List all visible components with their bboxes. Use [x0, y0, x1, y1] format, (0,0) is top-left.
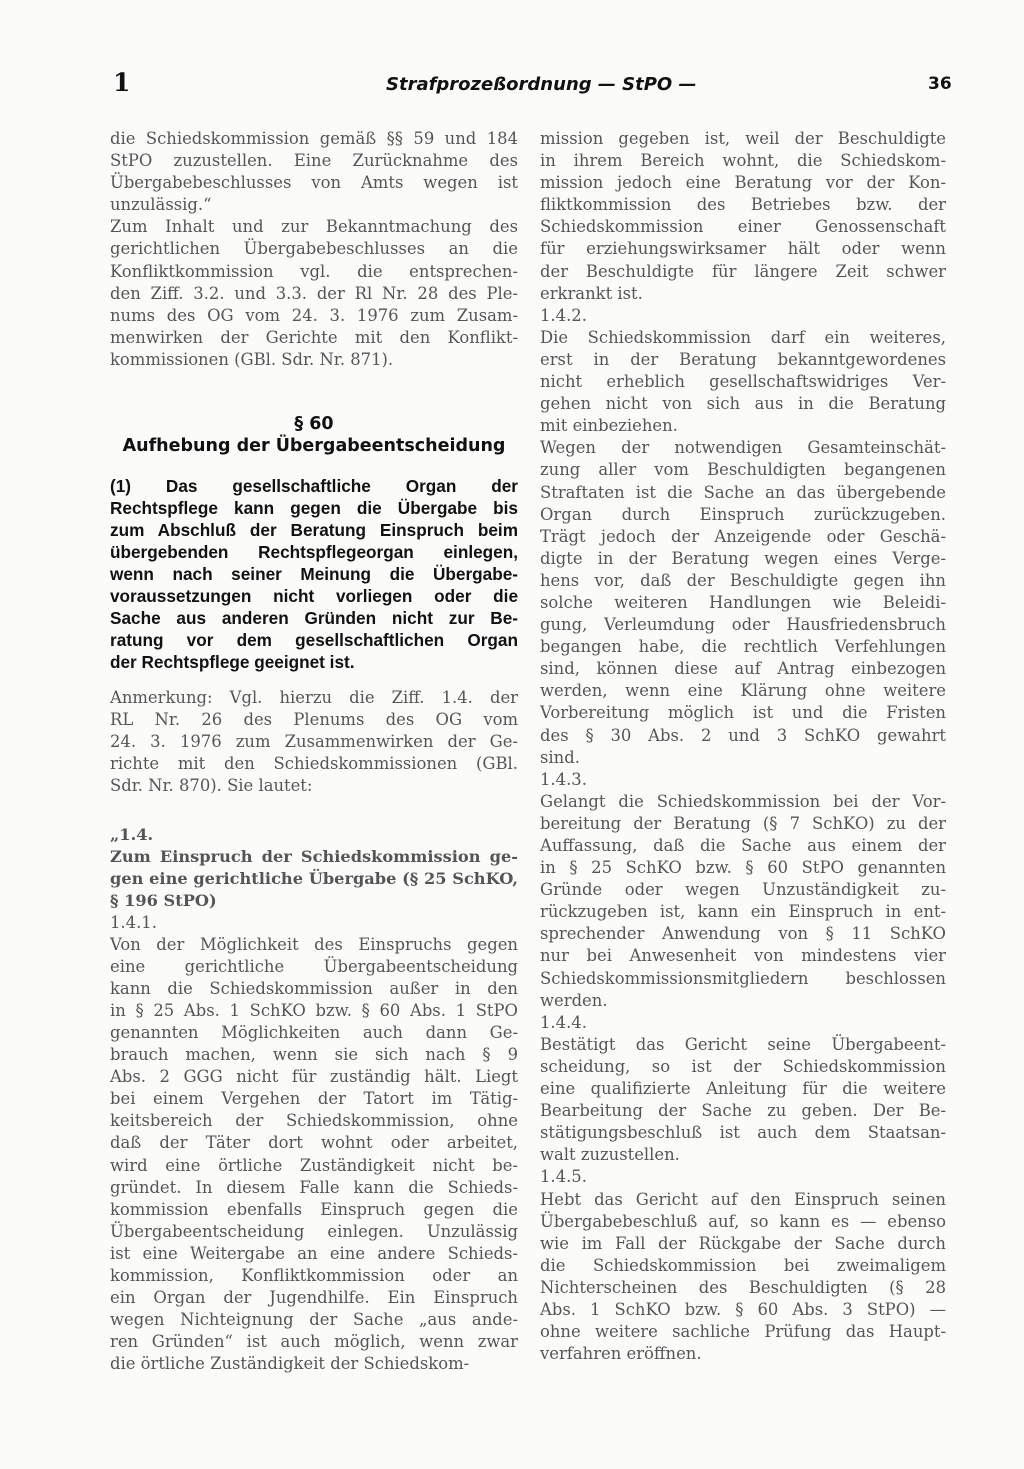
text-line: mission gegeben ist, weil der Beschuldigte: [540, 129, 946, 148]
text-line: wird eine örtliche Zuständigkeit nicht be-: [110, 1155, 518, 1175]
text-line: erkrankt ist.: [540, 283, 643, 303]
paragraph: [540, 128, 946, 305]
text-line: hens vor, daß der Beschuldigte gegen ihn: [540, 570, 946, 590]
text-line: Übergabebeschlusses von Amts wegen ist: [110, 173, 518, 193]
text-line: gung, Verleumdung oder Hausfriedensbruch: [540, 615, 946, 635]
text-line: Nichterscheinen des Beschuldigten (§ 28: [540, 1277, 946, 1297]
text-line: Straftaten ist die Sache an das übergebende: [540, 482, 946, 502]
text-line: brauch machen, wenn sie sich nach § 9: [110, 1045, 518, 1065]
text-line: ohne weitere sachliche Prüfung das Haupt-: [540, 1322, 946, 1342]
text-line: wegen Nichteignung der Sache „aus ande-: [110, 1310, 518, 1330]
subsection-number: „1.4.: [110, 824, 154, 844]
text-line: keitsbereich der Schiedskommission, ohne: [110, 1111, 518, 1131]
text-line: übergebenden Rechtspflegeorgan einlegen,: [110, 542, 518, 563]
text-line: Auffassung, daß die Sache aus einem der: [540, 836, 946, 855]
item-number: 1.4.1.: [110, 912, 157, 932]
text-line: zum Abschluß der Beratung Einspruch beim: [110, 520, 518, 541]
text-line: scheidung, so ist der Schiedskommission: [540, 1056, 946, 1076]
text-line: Organ durch Einspruch zurückzugeben.: [540, 504, 946, 524]
text-line: Sache aus anderen Gründen nicht zur Be-: [110, 608, 518, 629]
paragraph: [110, 934, 518, 1376]
paragraph: [540, 1189, 946, 1366]
text-line: kommission ebenfalls Einspruch gegen die: [110, 1199, 518, 1219]
text-line: kann die Schiedskommission außer in den: [110, 978, 518, 998]
text-line: Übergabeentscheidung einlegen. Unzulässig: [110, 1221, 518, 1241]
text-line: daß der Täter dort wohnt oder arbeitet,: [110, 1133, 518, 1153]
text-line: RL Nr. 26 des Plenums des OG vom: [110, 710, 518, 730]
section-title: Aufhebung der Übergabeentscheidung: [122, 436, 506, 457]
text-line: walt zuzustellen.: [540, 1145, 680, 1165]
text-line: 24. 3. 1976 zum Zusammenwirken der Ge-: [110, 732, 518, 752]
page-number: 36: [928, 74, 952, 94]
text-line: gerichtlichen Übergabebeschlusses an die: [110, 239, 518, 259]
text-line: in § 25 SchKO bzw. § 60 StPO genannten: [540, 858, 946, 878]
left-column: [110, 128, 518, 1375]
text-line: gen eine gerichtliche Übergabe (§ 25 SchKO,: [110, 868, 518, 888]
text-line: stätigungsbeschluß ist auch dem Staatsan-: [540, 1123, 946, 1143]
subsection-title: [110, 846, 518, 912]
statute-paragraph: [110, 475, 518, 673]
text-line: werden, wenn eine Klärung ohne weitere: [540, 681, 946, 701]
text-line: werden.: [540, 990, 608, 1010]
chapter-number: 1: [113, 68, 131, 97]
text-line: der Rechtspflege geeignet ist.: [110, 652, 355, 673]
text-line: StPO zuzustellen. Eine Zurücknahme des: [110, 151, 518, 171]
text-line: bei einem Vergehen der Tatort im Tätig-: [110, 1089, 518, 1109]
text-line: nur bei Anwesenheit von mindestens vier: [540, 946, 946, 966]
text-line: sind.: [540, 747, 580, 767]
text-line: Abs. 2 GGG nicht für zuständig hält. Liegt: [110, 1067, 518, 1087]
text-line: Anmerkung: Vgl. hierzu die Ziff. 1.4. der: [110, 688, 518, 708]
right-column: [540, 128, 946, 1365]
text-line: nicht erheblich gesellschaftswidriges Ver-: [540, 372, 946, 392]
text-line: Von der Möglichkeit des Einspruchs gegen: [110, 934, 518, 954]
text-line: unzulässig.“: [110, 195, 212, 215]
text-line: mission jedoch eine Beratung vor der Kon-: [540, 173, 946, 193]
text-line: begangen habe, die rechtlich Verfehlungen: [540, 637, 946, 657]
text-line: menwirken der Gerichte mit den Konflikt-: [110, 327, 518, 347]
text-line: sprechender Anwendung von § 11 SchKO: [540, 924, 946, 944]
text-line: ren Gründen“ ist auch möglich, wenn zwar: [110, 1332, 518, 1352]
text-line: erst in der Beratung bekanntgewordenes: [540, 349, 946, 369]
text-line: Übergabebeschluß auf, so kann es — ebenso: [540, 1211, 946, 1231]
text-line: § 196 StPO): [110, 890, 217, 910]
text-line: für erziehungswirksamer hält oder wenn: [540, 239, 946, 259]
text-line: Konfliktkommission vgl. die entsprechen-: [110, 261, 518, 281]
text-line: eine qualifizierte Anleitung für die weitere: [540, 1079, 946, 1099]
text-line: sind, können diese auf Antrag einbezogen: [540, 659, 946, 679]
text-line: nums des OG vom 24. 3. 1976 zum Zusam-: [110, 305, 518, 325]
text-line: Rechtspflege kann gegen die Übergabe bis: [110, 498, 518, 519]
section-number: § 60: [294, 414, 334, 435]
text-line: Schiedskommission einer Genossenschaft: [540, 217, 946, 237]
text-line: eine gerichtliche Übergabeentscheidung: [110, 956, 518, 976]
text-line: solche weiteren Handlungen wie Beleidi-: [540, 592, 946, 612]
text-line: Sdr. Nr. 870). Sie lautet:: [110, 776, 313, 796]
text-line: die örtliche Zuständigkeit der Schiedskom-: [110, 1354, 470, 1374]
text-line: mit einbeziehen.: [540, 416, 678, 436]
text-line: Trägt jedoch der Anzeigende oder Geschä-: [540, 526, 946, 546]
text-line: Zum Inhalt und zur Bekanntmachung des: [110, 217, 518, 237]
text-line: voraussetzungen nicht vorliegen oder die: [110, 586, 518, 607]
text-line: Die Schiedskommission darf ein weiteres,: [540, 327, 946, 347]
text-line: des § 30 Abs. 2 und 3 SchKO gewahrt: [540, 725, 946, 745]
text-line: Wegen der notwendigen Gesamteinschät-: [540, 438, 946, 458]
text-line: digte in der Beratung wegen eines Verge-: [540, 548, 946, 568]
paragraph: [540, 791, 946, 1012]
paragraph: [540, 327, 946, 437]
text-line: die Schiedskommission bei zweimaligem: [540, 1255, 946, 1275]
text-line: in ihrem Bereich wohnt, die Schiedskom-: [540, 151, 946, 171]
paragraph: [540, 1034, 946, 1167]
text-line: Zum Einspruch der Schiedskommission ge-: [110, 846, 518, 866]
text-line: Gelangt die Schiedskommission bei der Vor-: [540, 791, 946, 811]
paragraph: [540, 437, 946, 768]
text-line: wenn nach seiner Meinung die Übergabe-: [110, 564, 518, 585]
item-number: 1.4.2.: [540, 305, 587, 325]
text-line: Vorbereitung möglich ist und die Fristen: [540, 703, 946, 723]
text-line: ein Organ der Jugendhilfe. Ein Einspruch: [110, 1288, 518, 1308]
text-line: rückzugeben ist, kann ein Einspruch in ent-: [540, 902, 946, 922]
text-line: den Ziff. 3.2. und 3.3. der Rl Nr. 28 des Ple-: [110, 283, 518, 303]
item-number: 1.4.5.: [540, 1167, 587, 1187]
text-line: ist eine Weitergabe an eine andere Schieds-: [110, 1243, 518, 1263]
text-line: ratung vor dem gesellschaftlichen Organ: [110, 630, 518, 651]
text-line: in § 25 Abs. 1 SchKO bzw. § 60 Abs. 1 StPO: [110, 1000, 518, 1020]
text-line: Abs. 1 SchKO bzw. § 60 Abs. 3 StPO) —: [540, 1299, 946, 1319]
text-line: der Beschuldigte für längere Zeit schwer: [540, 261, 946, 281]
text-line: bereitung der Beratung (§ 7 SchKO) zu der: [540, 813, 946, 833]
text-line: Hebt das Gericht auf den Einspruch seinen: [540, 1189, 946, 1209]
text-line: gehen nicht von sich aus in die Beratung: [540, 394, 946, 414]
paragraph: [110, 216, 518, 371]
paragraph: [110, 128, 518, 216]
item-number: 1.4.3.: [540, 769, 587, 789]
text-line: richte mit den Schiedskommissionen (GBl.: [110, 754, 518, 774]
running-title: Strafprozeßordnung — StPO —: [386, 74, 697, 95]
text-line: Schiedskommissionsmitgliedern beschlossen: [540, 968, 946, 988]
text-line: zung aller vom Beschuldigten begangenen: [540, 460, 946, 480]
text-line: (1) Das gesellschaftliche Organ der: [110, 476, 518, 497]
annotation-paragraph: [110, 687, 518, 797]
text-line: gründet. In diesem Falle kann die Schieds-: [110, 1177, 518, 1197]
text-line: genannten Möglichkeiten auch dann Ge-: [110, 1022, 518, 1042]
item-number: 1.4.4.: [540, 1012, 587, 1032]
text-line: Bearbeitung der Sache zu geben. Der Be-: [540, 1101, 946, 1121]
text-line: kommissionen (GBl. Sdr. Nr. 871).: [110, 349, 394, 369]
text-line: Gründe oder wegen Unzuständigkeit zu-: [540, 880, 946, 900]
text-line: verfahren eröffnen.: [540, 1344, 702, 1364]
text-line: die Schiedskommission gemäß §§ 59 und 184: [110, 129, 518, 148]
text-line: wie im Fall der Rückgabe der Sache durch: [540, 1233, 946, 1253]
text-line: fliktkommission des Betriebes bzw. der: [540, 195, 946, 215]
text-line: Bestätigt das Gericht seine Übergabeent-: [540, 1034, 946, 1054]
text-line: kommission, Konfliktkommission oder an: [110, 1266, 518, 1285]
